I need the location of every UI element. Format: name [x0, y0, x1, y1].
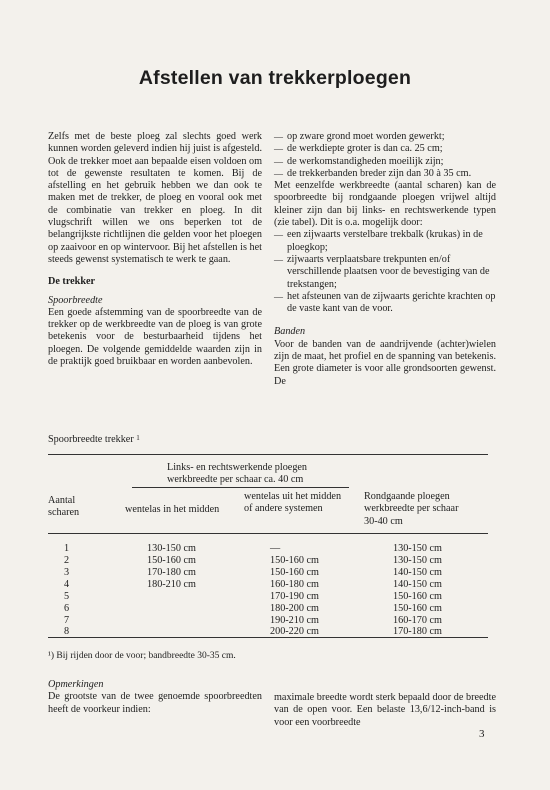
table-cell: 2 — [64, 555, 70, 566]
table-cell: 8 — [64, 626, 70, 637]
table-cell: 170-190 cm — [270, 591, 319, 602]
spoorbreedte-paragraph: Een goede afstemming van de spoorbreedte van de trekker op de werkbreedte van de ploeg is van grote betekenis voor de besturbaarheid tijdens het ploegen. De volgende gemiddelde waarden zijn in de praktijk goed bruikbaar en worden aanbevolen. — [48, 306, 262, 368]
banden-paragraph: Voor de banden van de aandrijvende (achter)wielen zijn de maat, het profiel en de spanning van betekenis. Een grote diameter is voor alle grondsoorten gewenst. De — [274, 338, 496, 387]
table-cell: 150-160 cm — [147, 555, 196, 566]
list-item: — zijwaarts verplaatsbare trekpunten en/of verschillende plaatsen voor de bevestiging van de trekstangen; — [274, 254, 496, 291]
werkbreedte-paragraph: Met eenzelfde werkbreedte (aantal scharen) kan de spoorbreedte bij rondgaande ploegen vrijwel altijd kleiner zijn dan bij links- en rechtswerkende typen (zie tabel). Dit is o.a. mogelijk door: — [274, 180, 496, 229]
table-cell: 140-150 cm — [393, 567, 442, 578]
header-wentelas-midden: wentelas in het midden — [125, 504, 220, 515]
right-column-top — [274, 131, 496, 388]
means-list — [274, 229, 496, 315]
table-cell: 160-170 cm — [393, 615, 442, 626]
table-cell: 3 — [64, 567, 70, 578]
subheading-opmerkingen: Opmerkingen — [48, 679, 104, 690]
header-aantal-scharen: Aantal scharen — [48, 495, 80, 519]
table-cell: 4 — [64, 579, 70, 590]
left-column-bottom — [48, 679, 262, 716]
table-cell: 150-160 cm — [270, 567, 319, 578]
footnote-marker: 1 — [136, 434, 140, 442]
right-column-bottom — [274, 692, 496, 729]
table-cell: 7 — [64, 615, 70, 626]
group-header: Links- en rechtswerkende ploegen werkbreedte per schaar ca. 40 cm — [167, 462, 308, 486]
table-cell: 1 — [64, 543, 70, 554]
opmerkingen-paragraph: De grootste van de twee genoemde spoorbreedten heeft de voorkeur indien: — [48, 691, 262, 715]
table-top-rule — [48, 454, 488, 455]
banden-continued-paragraph: maximale breedte wordt sterk bepaald door de breedte van de open voor. Een belaste 13,6/12-inch-band is voor een voorbreedte — [274, 692, 496, 728]
table-cell: 170-180 cm — [393, 626, 442, 637]
page-number: 3 — [479, 728, 485, 740]
intro-paragraph: Zelfs met de beste ploeg zal slechts goed werk kunnen worden geleverd indien hij juist is afgesteld. Ook de trekker moet aan bepaalde eisen voldoen om tot de gewenste resultaten te komen. Bij de afstelling en het gebruik hebben we dan ook te maken met de trekker, de ploeg en vooral ook met de combinatie van trekker en ploeg. In dit vlugschrift willen we ons beperken tot de belangrijkste richtlijnen die gelden voor het ploegen op zaaivoor en op wintervoor. Bij het afstellen is het steeds gewenst systematisch te werk te gaan. — [48, 131, 262, 265]
page-title: Afstellen van trekkerploegen — [138, 67, 412, 89]
table-cell: 180-200 cm — [270, 603, 319, 614]
table-cell: — — [270, 543, 281, 554]
header-rondgaande-ploegen: Rondgaande ploegen werkbreedte per schaar 30-40 cm — [364, 491, 459, 527]
list-item: — het afsteunen van de zijwaarts gerichte krachten op de vaste kant van de voor. — [274, 291, 496, 316]
list-item: — de werkdiepte groter is dan ca. 25 cm; — [274, 143, 496, 155]
table-cell: 150-160 cm — [270, 555, 319, 566]
table-footnote: ¹) Bij rijden door de voor; bandbreedte 30-35 cm. — [48, 651, 236, 661]
table-cell: 180-210 cm — [147, 579, 196, 590]
table-cell: 130-150 cm — [393, 543, 442, 554]
table-cell: 170-180 cm — [147, 567, 196, 578]
table-cell: 140-150 cm — [393, 579, 442, 590]
table-cell: 6 — [64, 603, 70, 614]
header-wentelas-uit-midden: wentelas uit het midden of andere systemen — [244, 491, 342, 515]
left-column-top — [48, 131, 262, 368]
table-caption: Spoorbreedte trekker $^1$ — [48, 434, 140, 445]
table-header-rule — [48, 533, 488, 534]
conditions-list — [274, 131, 496, 180]
table-cell: 130-150 cm — [393, 555, 442, 566]
table-cell: 160-180 cm — [270, 579, 319, 590]
list-item: — de werkomstandigheden moeilijk zijn; — [274, 156, 496, 168]
section-heading-trekker: De trekker — [48, 276, 96, 288]
list-item: — een zijwaarts verstelbare trekbalk (krukas) in de ploegkop; — [274, 229, 496, 254]
subheading-spoorbreedte: Spoorbreedte — [48, 294, 103, 306]
table-cell: 130-150 cm — [147, 543, 196, 554]
list-item: — op zware grond moet worden gewerkt; — [274, 131, 496, 143]
table-cell: 200-220 cm — [270, 626, 319, 637]
table-cell: 5 — [64, 591, 70, 602]
table-cell: 150-160 cm — [393, 603, 442, 614]
subheading-banden: Banden — [274, 326, 306, 338]
group-header-rule — [132, 487, 349, 488]
table-cell: 150-160 cm — [393, 591, 442, 602]
table-cell: 190-210 cm — [270, 615, 319, 626]
list-item: — de trekkerbanden breder zijn dan 30 à 35 cm. — [274, 168, 496, 180]
